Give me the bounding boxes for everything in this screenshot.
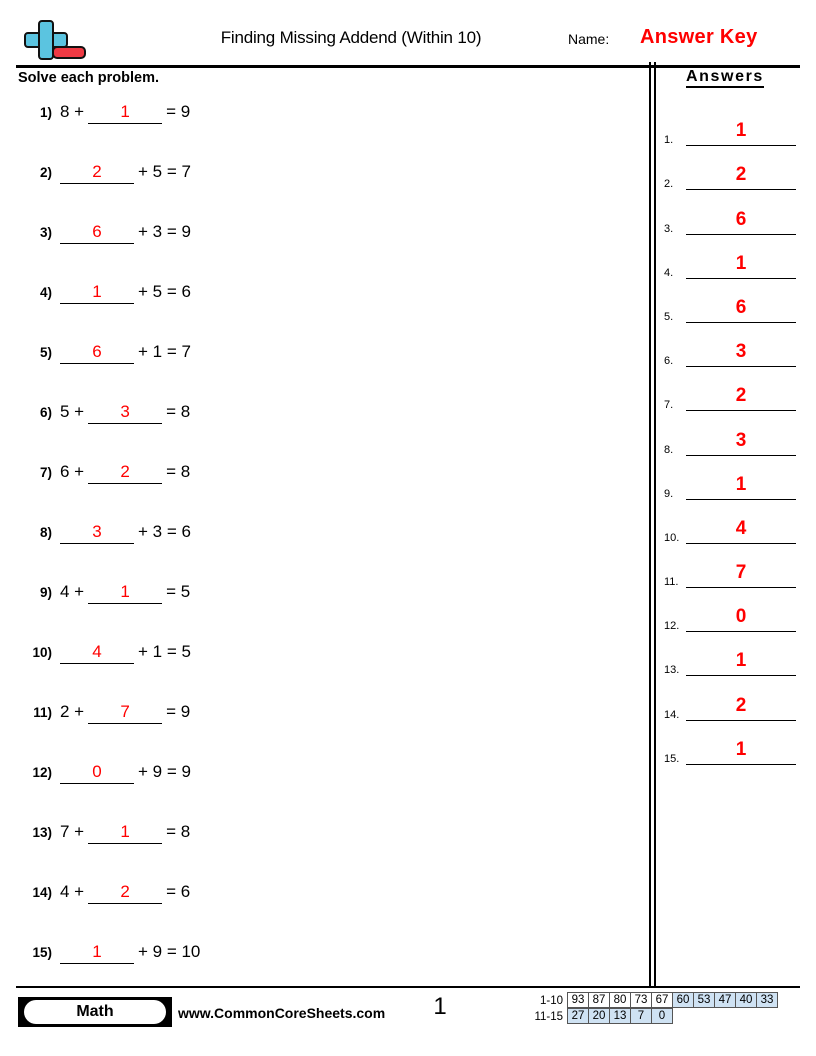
problem-equation bbox=[60, 701, 190, 724]
problem-number: 5) bbox=[39, 345, 52, 360]
problem-row bbox=[16, 635, 636, 695]
answer-index-label: 12. bbox=[664, 620, 680, 633]
answer-row bbox=[664, 102, 804, 146]
answer-blank-line[interactable] bbox=[686, 296, 796, 323]
problem-row bbox=[16, 155, 636, 215]
filled-answer: 1 bbox=[120, 582, 130, 601]
score-cell: 13 bbox=[609, 1008, 631, 1024]
problem-tail-term: = 6 bbox=[166, 882, 191, 901]
problem-tail-term: = 9 bbox=[166, 102, 191, 121]
problem-row bbox=[16, 335, 636, 395]
answer-row bbox=[664, 456, 804, 500]
problem-number: 1) bbox=[39, 105, 52, 120]
problem-equation bbox=[60, 761, 191, 784]
score-cell: 73 bbox=[630, 992, 652, 1008]
filled-answer: 3 bbox=[92, 522, 102, 541]
answer-blank-line[interactable] bbox=[686, 119, 796, 146]
problem-tail-term: + 1 = 5 bbox=[138, 642, 191, 661]
problem-number: 7) bbox=[39, 465, 52, 480]
name-label: Name: bbox=[568, 31, 610, 47]
answers-panel bbox=[664, 68, 804, 765]
problem-number: 6) bbox=[39, 405, 52, 420]
answer-index-label: 15. bbox=[664, 752, 680, 765]
answer-blank-line[interactable] bbox=[686, 252, 796, 279]
answer-blank[interactable] bbox=[60, 281, 134, 304]
problem-lead-term: 6 + bbox=[60, 462, 85, 481]
filled-answer: 6 bbox=[92, 222, 102, 241]
answer-value: 1 bbox=[735, 738, 747, 760]
score-row-label: 11-15 bbox=[534, 1011, 563, 1023]
problem-tail-term: = 9 bbox=[166, 702, 191, 721]
problem-row bbox=[16, 275, 636, 335]
answer-index-label: 14. bbox=[664, 708, 680, 721]
answer-value: 1 bbox=[735, 650, 747, 672]
answer-blank[interactable] bbox=[60, 761, 134, 784]
answer-blank[interactable] bbox=[88, 401, 162, 424]
problem-number: 15) bbox=[32, 945, 52, 960]
answers-heading: Answers bbox=[686, 68, 764, 88]
answer-value: 0 bbox=[735, 606, 747, 628]
problem-lead-term: 8 + bbox=[60, 102, 85, 121]
score-cell: 0 bbox=[651, 1008, 673, 1024]
answer-value: 2 bbox=[735, 694, 747, 716]
answer-blank[interactable] bbox=[60, 641, 134, 664]
problem-tail-term: = 8 bbox=[166, 462, 191, 481]
score-row bbox=[530, 1009, 778, 1025]
logo-plus-center bbox=[40, 34, 52, 46]
score-cell: 47 bbox=[714, 992, 736, 1008]
answer-index-label: 4. bbox=[664, 266, 674, 279]
problem-number: 10) bbox=[32, 645, 52, 660]
score-cell-group bbox=[568, 1009, 673, 1025]
filled-answer: 2 bbox=[120, 462, 130, 481]
problem-equation bbox=[60, 641, 191, 664]
answer-blank-line[interactable] bbox=[686, 738, 796, 765]
subject-badge-label: Math bbox=[24, 1000, 166, 1024]
problem-equation bbox=[60, 521, 191, 544]
answer-value: 1 bbox=[735, 252, 747, 274]
problem-equation bbox=[60, 401, 190, 424]
answer-blank[interactable] bbox=[88, 461, 162, 484]
filled-answer: 2 bbox=[120, 882, 130, 901]
score-cell: 80 bbox=[609, 992, 631, 1008]
answer-row bbox=[664, 500, 804, 544]
problem-row bbox=[16, 395, 636, 455]
score-cell: 40 bbox=[735, 992, 757, 1008]
answer-index-label: 7. bbox=[664, 399, 674, 412]
answer-blank[interactable] bbox=[60, 521, 134, 544]
answer-value: 1 bbox=[735, 120, 747, 142]
answer-value: 2 bbox=[735, 164, 747, 186]
answer-index-label: 8. bbox=[664, 443, 674, 456]
score-cell: 27 bbox=[567, 1008, 589, 1024]
problem-tail-term: = 5 bbox=[166, 582, 191, 601]
logo-minus-bar bbox=[52, 46, 86, 59]
problem-tail-term: = 8 bbox=[166, 822, 191, 841]
answer-row bbox=[664, 721, 804, 765]
problem-number: 14) bbox=[32, 885, 52, 900]
answer-blank[interactable] bbox=[88, 701, 162, 724]
answer-blank[interactable] bbox=[60, 161, 134, 184]
score-cell: 20 bbox=[588, 1008, 610, 1024]
filled-answer: 2 bbox=[92, 162, 102, 181]
problem-equation bbox=[60, 461, 190, 484]
answer-index-label: 1. bbox=[664, 134, 674, 147]
answer-blank[interactable] bbox=[60, 341, 134, 364]
problem-lead-term: 5 + bbox=[60, 402, 85, 421]
problem-lead-term: 2 + bbox=[60, 702, 85, 721]
score-cell: 60 bbox=[672, 992, 694, 1008]
problem-number: 9) bbox=[39, 585, 52, 600]
score-cell: 93 bbox=[567, 992, 589, 1008]
problem-lead-term: 4 + bbox=[60, 582, 85, 601]
answer-blank-line[interactable] bbox=[686, 429, 796, 456]
answer-index-label: 9. bbox=[664, 487, 674, 500]
problem-tail-term: + 5 = 6 bbox=[138, 282, 191, 301]
answer-blank-line[interactable] bbox=[686, 605, 796, 632]
answer-blank-line[interactable] bbox=[686, 694, 796, 721]
footer-divider-rule bbox=[16, 986, 800, 988]
answer-blank-line[interactable] bbox=[686, 384, 796, 411]
answer-index-label: 6. bbox=[664, 355, 674, 368]
score-cell: 7 bbox=[630, 1008, 652, 1024]
answer-blank-line[interactable] bbox=[686, 649, 796, 676]
score-cell-group bbox=[568, 993, 778, 1009]
score-cell: 67 bbox=[651, 992, 673, 1008]
answer-blank-line[interactable] bbox=[686, 208, 796, 235]
problem-row bbox=[16, 215, 636, 275]
answer-blank[interactable] bbox=[88, 881, 162, 904]
problem-equation bbox=[60, 161, 191, 184]
score-cell: 33 bbox=[756, 992, 778, 1008]
problem-number: 4) bbox=[39, 285, 52, 300]
answer-blank[interactable] bbox=[88, 821, 162, 844]
problem-equation bbox=[60, 881, 190, 904]
problem-row bbox=[16, 755, 636, 815]
problem-row bbox=[16, 695, 636, 755]
answer-value: 6 bbox=[735, 208, 747, 230]
page-title: Finding Missing Addend (Within 10) bbox=[220, 28, 482, 47]
problem-lead-term: 4 + bbox=[60, 882, 85, 901]
answer-row bbox=[664, 190, 804, 234]
problem-tail-term: + 3 = 9 bbox=[138, 222, 191, 241]
filled-answer: 6 bbox=[92, 342, 102, 361]
filled-answer: 0 bbox=[92, 762, 102, 781]
filled-answer: 1 bbox=[92, 282, 102, 301]
problem-tail-term: + 5 = 7 bbox=[138, 162, 191, 181]
problem-lead-term: 7 + bbox=[60, 822, 85, 841]
page-number: 1 bbox=[433, 993, 447, 1020]
answer-blank[interactable] bbox=[88, 581, 162, 604]
answer-row bbox=[664, 235, 804, 279]
divider-line-right bbox=[654, 62, 656, 986]
problem-number: 12) bbox=[32, 765, 52, 780]
divider-line-left bbox=[649, 62, 651, 986]
filled-answer: 1 bbox=[120, 102, 130, 121]
subject-badge bbox=[18, 997, 172, 1027]
answer-row bbox=[664, 146, 804, 190]
filled-answer: 1 bbox=[92, 942, 102, 961]
problem-equation bbox=[60, 821, 190, 844]
problem-number: 3) bbox=[39, 225, 52, 240]
answer-blank-line[interactable] bbox=[686, 340, 796, 367]
problem-equation bbox=[60, 281, 191, 304]
answer-row bbox=[664, 323, 804, 367]
answer-blank-line[interactable] bbox=[686, 473, 796, 500]
answer-row bbox=[664, 676, 804, 720]
answer-row bbox=[664, 411, 804, 455]
instructions-text: Solve each problem. bbox=[18, 70, 160, 86]
problem-number: 13) bbox=[32, 825, 52, 840]
answer-blank-line[interactable] bbox=[686, 561, 796, 588]
answer-value: 2 bbox=[735, 385, 747, 407]
answer-row bbox=[664, 279, 804, 323]
problem-equation bbox=[60, 341, 191, 364]
problem-equation bbox=[60, 941, 200, 964]
answer-blank[interactable] bbox=[60, 941, 134, 964]
problem-number: 8) bbox=[39, 525, 52, 540]
problem-tail-term: + 9 = 10 bbox=[138, 942, 201, 961]
answer-index-label: 11. bbox=[664, 576, 679, 589]
problem-tail-term: + 1 = 7 bbox=[138, 342, 191, 361]
answer-value: 3 bbox=[735, 429, 747, 451]
problem-tail-term: = 8 bbox=[166, 402, 191, 421]
answer-blank[interactable] bbox=[60, 221, 134, 244]
score-row bbox=[530, 993, 778, 1009]
answer-index-label: 2. bbox=[664, 178, 674, 191]
answer-row bbox=[664, 588, 804, 632]
answer-value: 7 bbox=[735, 562, 747, 584]
score-row-label: 1-10 bbox=[539, 995, 563, 1007]
problem-row bbox=[16, 575, 636, 635]
answer-blank[interactable] bbox=[88, 101, 162, 124]
problem-number: 11) bbox=[33, 705, 52, 720]
answer-blank-line[interactable] bbox=[686, 163, 796, 190]
problem-equation bbox=[60, 101, 190, 124]
answers-list bbox=[664, 102, 804, 765]
filled-answer: 7 bbox=[120, 702, 130, 721]
answer-index-label: 5. bbox=[664, 310, 674, 323]
problem-tail-term: + 3 = 6 bbox=[138, 522, 191, 541]
site-url: www.CommonCoreSheets.com bbox=[178, 1005, 386, 1021]
filled-answer: 4 bbox=[92, 642, 102, 661]
problem-row bbox=[16, 455, 636, 515]
problem-row bbox=[16, 515, 636, 575]
scoring-table bbox=[530, 993, 778, 1025]
answer-index-label: 10. bbox=[664, 531, 680, 544]
problem-tail-term: + 9 = 9 bbox=[138, 762, 191, 781]
answer-row bbox=[664, 632, 804, 676]
filled-answer: 1 bbox=[120, 822, 130, 841]
answer-value: 6 bbox=[735, 296, 747, 318]
score-cell: 53 bbox=[693, 992, 715, 1008]
worksheet-header bbox=[16, 18, 800, 62]
answer-index-label: 13. bbox=[664, 664, 680, 677]
answer-key-badge: Answer Key bbox=[640, 26, 758, 48]
problem-number: 2) bbox=[39, 165, 52, 180]
answer-row bbox=[664, 367, 804, 411]
score-cell: 87 bbox=[588, 992, 610, 1008]
filled-answer: 3 bbox=[120, 402, 130, 421]
answer-blank-line[interactable] bbox=[686, 517, 796, 544]
plus-minus-logo-icon bbox=[16, 18, 88, 62]
problem-row bbox=[16, 95, 636, 155]
answer-value: 3 bbox=[735, 341, 747, 363]
problem-equation bbox=[60, 221, 191, 244]
answer-value: 1 bbox=[735, 473, 747, 495]
answer-value: 4 bbox=[735, 517, 747, 539]
answer-row bbox=[664, 544, 804, 588]
problem-row bbox=[16, 815, 636, 875]
problem-equation bbox=[60, 581, 190, 604]
column-divider bbox=[649, 62, 655, 986]
answer-index-label: 3. bbox=[664, 222, 674, 235]
problem-row bbox=[16, 875, 636, 935]
problem-list bbox=[16, 95, 636, 995]
